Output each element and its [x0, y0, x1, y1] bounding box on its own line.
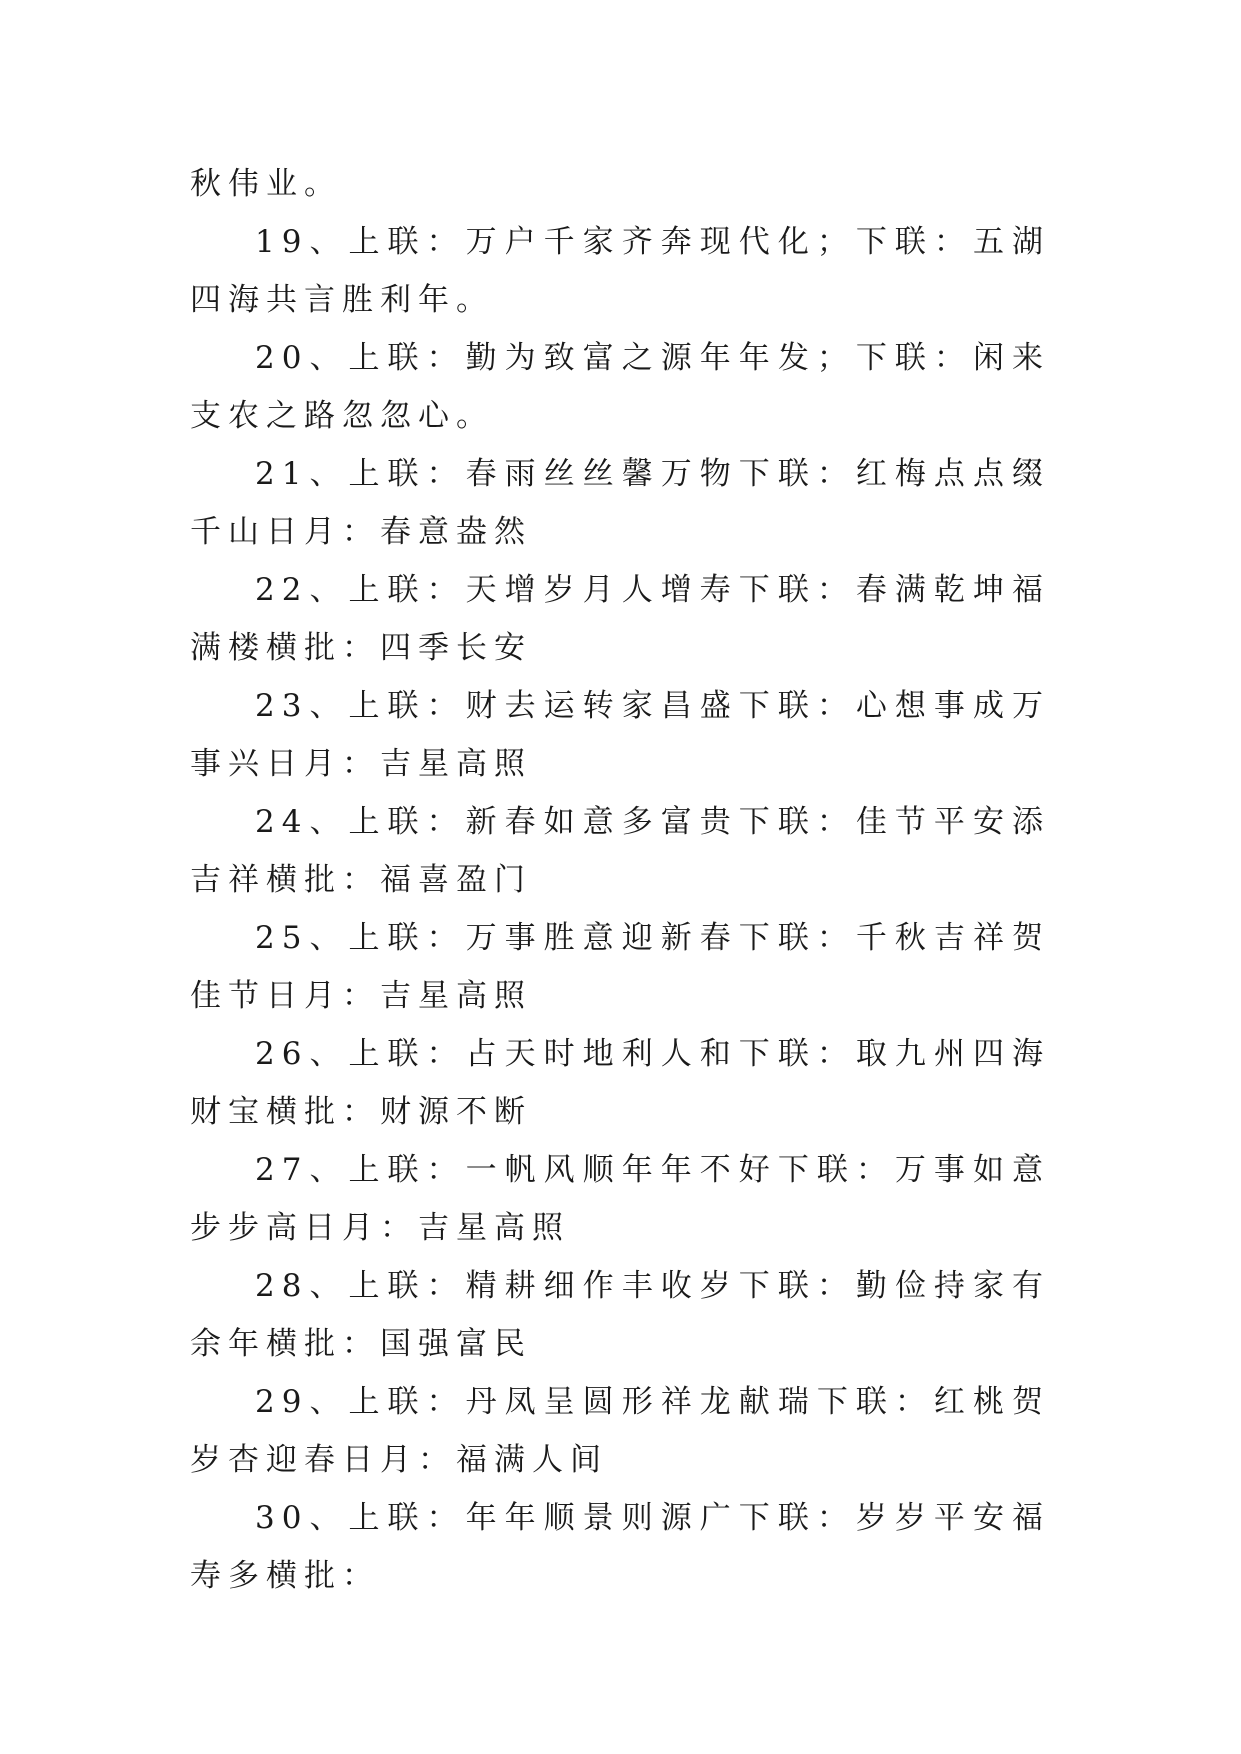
paragraph-couplet-28: 28、上联：精耕细作丰收岁下联：勤俭持家有余年横批：国强富民 — [190, 1268, 1050, 1362]
paragraph-couplet-26: 26、上联：占天时地利人和下联：取九州四海财宝横批：财源不断 — [190, 1036, 1050, 1130]
paragraph-couplet-27: 27、上联：一帆风顺年年不好下联：万事如意步步高日月：吉星高照 — [190, 1152, 1050, 1246]
paragraph-continuation: 秋伟业。 — [190, 166, 342, 202]
paragraph-couplet-20: 20、上联：勤为致富之源年年发；下联：闲来支农之路忽忽心。 — [190, 340, 1050, 434]
paragraph-couplet-25: 25、上联：万事胜意迎新春下联：千秋吉祥贺佳节日月：吉星高照 — [190, 920, 1050, 1014]
document-body — [190, 155, 1050, 1605]
paragraph-couplet-30: 30、上联：年年顺景则源广下联：岁岁平安福寿多横批： — [190, 1500, 1050, 1594]
paragraph-couplet-22: 22、上联：天增岁月人增寿下联：春满乾坤福满楼横批：四季长安 — [190, 572, 1050, 666]
paragraph-couplet-23: 23、上联：财去运转家昌盛下联：心想事成万事兴日月：吉星高照 — [190, 688, 1050, 782]
paragraph-couplet-29: 29、上联：丹凤呈圆形祥龙献瑞下联：红桃贺岁杏迎春日月：福满人间 — [190, 1384, 1050, 1478]
paragraph-couplet-21: 21、上联：春雨丝丝馨万物下联：红梅点点缀千山日月：春意盎然 — [190, 456, 1050, 550]
paragraph-couplet-19: 19、上联：万户千家齐奔现代化；下联：五湖四海共言胜利年。 — [190, 224, 1050, 318]
paragraph-couplet-24: 24、上联：新春如意多富贵下联：佳节平安添吉祥横批：福喜盈门 — [190, 804, 1050, 898]
